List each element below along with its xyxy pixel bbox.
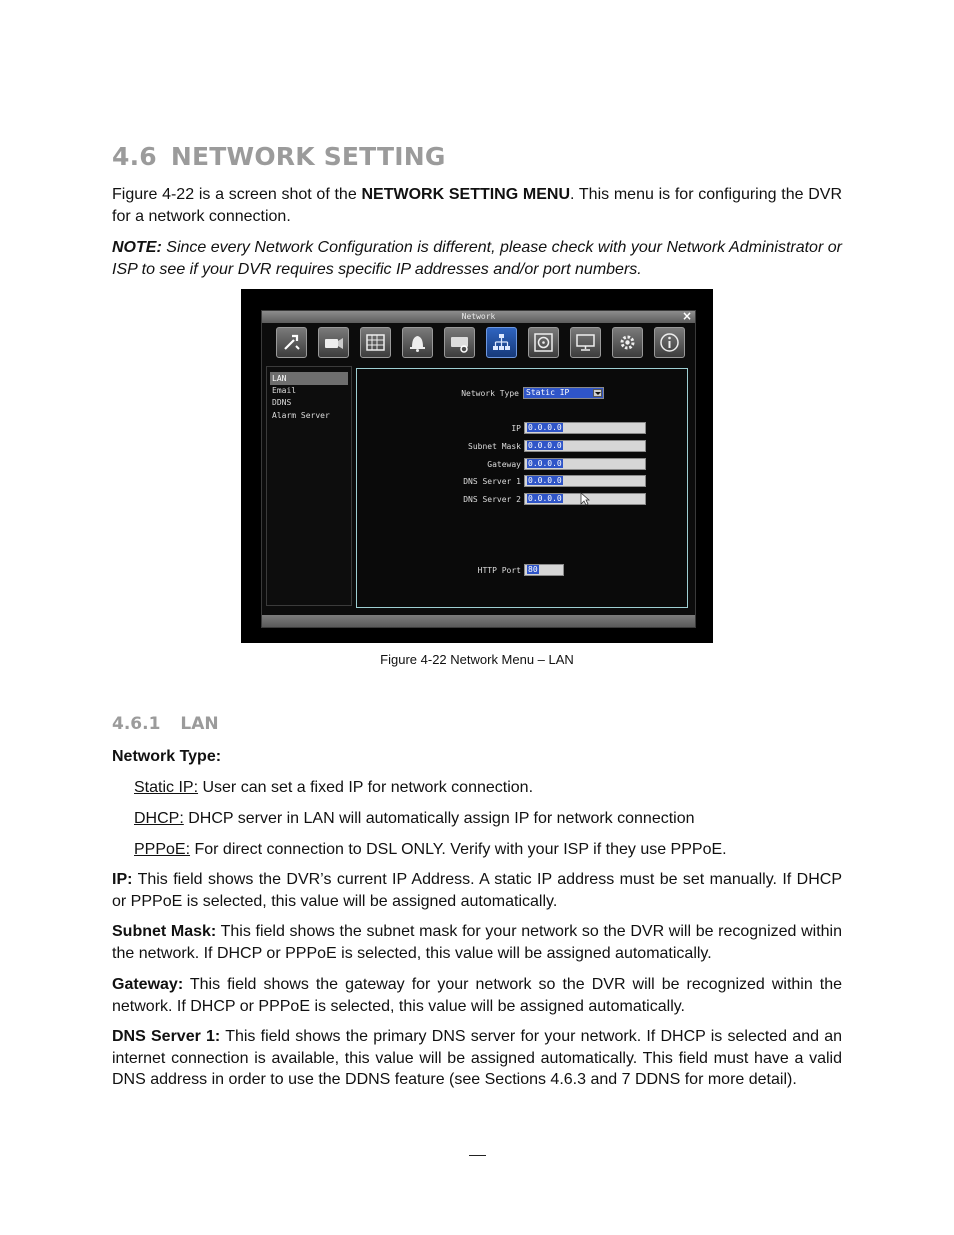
schedule-icon[interactable] [360, 327, 391, 358]
lan-settings-panel [356, 368, 688, 608]
dns-server-2-label: DNS Server 2 [463, 495, 521, 504]
option-pppoe-name: PPPoE: [134, 841, 191, 858]
network-icon[interactable] [486, 327, 517, 358]
network-type-heading-text: Network Type: [112, 748, 222, 765]
display-monitor-icon[interactable] [570, 327, 601, 358]
submenu-item-ddns[interactable]: DDNS [272, 398, 292, 407]
mouse-cursor-icon [580, 492, 590, 506]
ip-definition [112, 869, 842, 912]
close-icon[interactable]: × [681, 309, 692, 323]
section-heading [112, 142, 446, 171]
gateway-definition [112, 974, 842, 1017]
alarm-bell-icon[interactable] [402, 327, 433, 358]
dns-server-1-value: 0.0.0.0 [528, 476, 562, 485]
network-type-value: Static IP [526, 388, 570, 397]
window-statusbar [262, 615, 695, 627]
network-type-heading [112, 746, 842, 768]
network-type-select[interactable] [523, 387, 604, 399]
ip-text: This field shows the DVR’s current IP Address. A static IP address must be set manually. If DHCP or PPPoE is selected, this value will be assigned automatically. [112, 871, 842, 910]
section-title: NETWORK SETTING [170, 142, 446, 171]
chevron-down-icon [593, 389, 602, 397]
option-static-ip [134, 777, 533, 798]
note-text: Since every Network Configuration is different, please check with your Network Administrator or ISP to see if your DVR requires specific IP addresses and/or port numbers. [112, 239, 842, 278]
gateway-value: 0.0.0.0 [528, 459, 562, 468]
http-port-value: 80 [528, 565, 538, 574]
intro-menu-name: NETWORK SETTING MENU [361, 186, 571, 203]
dns-server-1-term: DNS Server 1: [112, 1028, 221, 1045]
settings-gear-icon[interactable] [612, 327, 643, 358]
ip-field[interactable] [524, 422, 646, 434]
dvr-network-window [261, 310, 696, 628]
ip-term: IP: [112, 871, 133, 888]
intro-text-pre: Figure 4-22 is a screen shot of the [112, 186, 362, 203]
section-number: 4.6 [112, 142, 157, 171]
gateway-text: This field shows the gateway for your network so the DVR will be recognized within the network. If DHCP or PPPoE is selected, this value will be assigned automatically. [112, 976, 842, 1015]
http-port-field[interactable] [524, 564, 564, 576]
intro-paragraph [112, 184, 842, 227]
note-label: NOTE: [112, 239, 162, 256]
subsection-heading [112, 714, 219, 734]
option-pppoe-desc: For direct connection to DSL ONLY. Verify with your ISP if they use PPPoE. [190, 841, 727, 858]
subnet-mask-text: This field shows the subnet mask for your network so the DVR will be recognized within the network. If DHCP or PPPoE is selected, this value will be assigned automatically. [112, 923, 843, 962]
intro-text-post: . This menu is for configuring the DVR for a network connection. [112, 186, 842, 225]
submenu-item-alarm-server[interactable]: Alarm Server [272, 411, 330, 420]
gateway-field[interactable] [524, 458, 646, 470]
subnet-mask-term: Subnet Mask: [112, 923, 217, 940]
option-static-ip-name: Static IP: [134, 779, 199, 796]
tools-icon[interactable] [276, 327, 307, 358]
backup-disc-icon[interactable] [528, 327, 559, 358]
option-dhcp-name: DHCP: [134, 810, 184, 827]
dns-server-1-field[interactable] [524, 475, 646, 487]
subsection-number: 4.6.1 [112, 714, 161, 734]
record-icon[interactable] [318, 327, 349, 358]
gateway-term: Gateway: [112, 976, 184, 993]
dns-server-1-definition [112, 1026, 842, 1091]
figure-caption: Figure 4-22 Network Menu – LAN [380, 652, 574, 667]
network-menu-figure [241, 289, 713, 643]
dns-server-1-label: DNS Server 1 [463, 477, 521, 486]
menu-toolbar [270, 327, 690, 361]
network-type-label: Network Type [461, 389, 519, 398]
option-pppoe [134, 839, 727, 860]
note-paragraph [112, 237, 842, 280]
page-footer-rule [469, 1155, 486, 1156]
option-static-ip-desc: User can set a fixed IP for network connection. [198, 779, 534, 796]
subnet-mask-field[interactable] [524, 440, 646, 452]
option-dhcp-desc: DHCP server in LAN will automatically assign IP for network connection [183, 810, 695, 827]
submenu-item-lan[interactable]: LAN [270, 372, 348, 385]
info-icon[interactable] [654, 327, 685, 358]
submenu-item-email[interactable]: Email [272, 386, 297, 395]
storage-icon[interactable] [444, 327, 475, 358]
window-title: Network [461, 312, 496, 321]
subnet-mask-definition [112, 921, 842, 964]
gateway-label: Gateway [487, 460, 521, 469]
subnet-mask-label: Subnet Mask [468, 442, 521, 451]
option-dhcp [134, 808, 695, 829]
ip-label: IP [511, 424, 521, 433]
dns-server-1-text: This field shows the primary DNS server for your network. If DHCP is selected and an internet connection is available, this value will be assigned automatically. This field must have a valid DNS address in order to use the DDNS feature (see Sections 4.6.3 and 7 DDNS for more detail). [112, 1028, 843, 1088]
subsection-title: LAN [180, 714, 219, 734]
subnet-mask-value: 0.0.0.0 [528, 441, 562, 450]
submenu-list [266, 366, 352, 606]
window-titlebar [262, 311, 695, 323]
http-port-label: HTTP Port [477, 566, 521, 575]
dns-server-2-value: 0.0.0.0 [528, 494, 562, 503]
ip-value: 0.0.0.0 [528, 423, 562, 432]
